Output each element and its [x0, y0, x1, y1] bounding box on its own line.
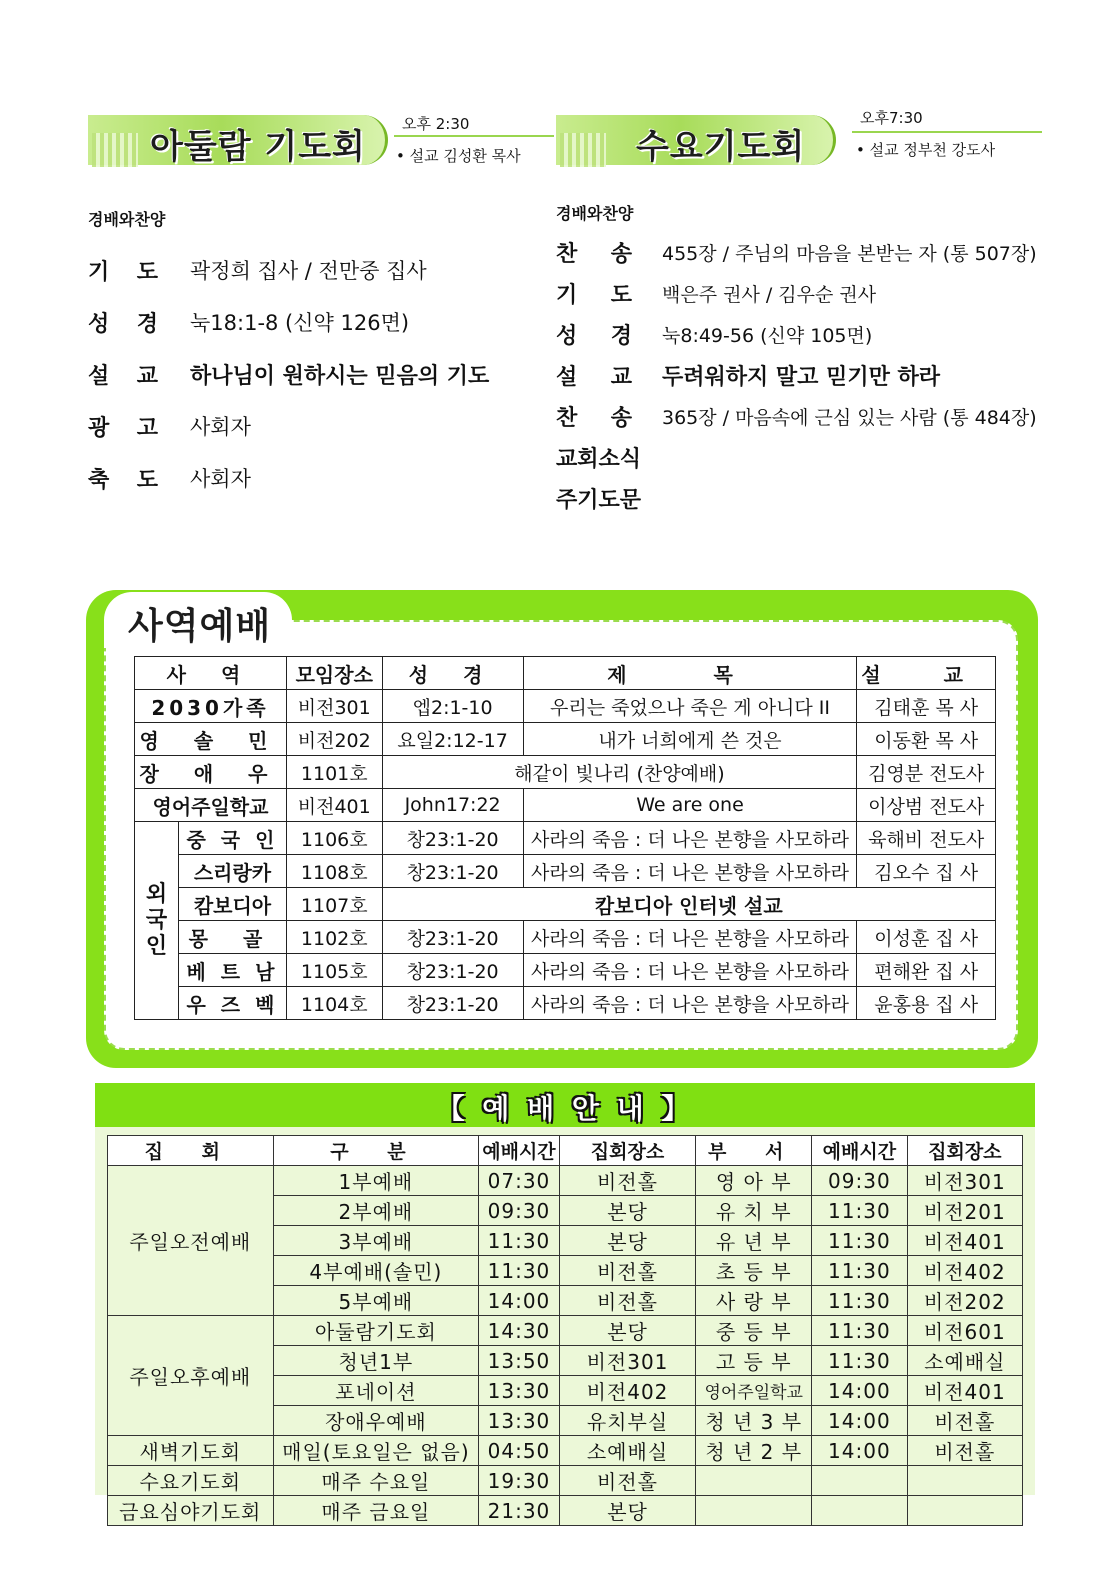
preacher: 이성훈 집 사 — [857, 921, 996, 954]
department: 중 등 부 — [696, 1316, 812, 1346]
wednesday-header — [556, 105, 1046, 175]
table-row — [135, 789, 996, 822]
department-place: 비전201 — [907, 1196, 1022, 1226]
scripture: 창23:1-20 — [382, 921, 523, 954]
department-time: 11:30 — [812, 1226, 908, 1256]
col-header: 사 역 — [135, 657, 287, 690]
department-place: 비전401 — [907, 1376, 1022, 1406]
wednesday-divider — [852, 131, 1042, 133]
service-place: 비전402 — [559, 1376, 696, 1406]
service-name: 4부예배(솔민) — [273, 1256, 479, 1286]
ministry-name: 영 솔 민 — [135, 723, 287, 756]
department-time: 14:00 — [812, 1406, 908, 1436]
service-time: 14:30 — [479, 1316, 559, 1346]
preacher: 김영분 전도사 — [857, 756, 996, 789]
meeting-place: 비전401 — [286, 789, 382, 822]
order-value: 365장 / 마음속에 근심 있는 사람 (통 484장) — [662, 407, 1037, 429]
meeting-place: 비전301 — [286, 690, 382, 723]
department: 고 등 부 — [696, 1346, 812, 1376]
table-row — [135, 690, 996, 723]
meeting-place: 1107호 — [286, 888, 382, 921]
col-header: 예배시간 — [479, 1136, 559, 1166]
service-time: 07:30 — [479, 1166, 559, 1196]
order-value: 사회자 — [190, 467, 251, 491]
adoram-subhead: 경배와찬양 — [88, 210, 166, 229]
department: 사 랑 부 — [696, 1286, 812, 1316]
topic: 내가 너희에게 쓴 것은 — [523, 723, 857, 756]
order-value: 백은주 권사 / 김우순 권사 — [662, 284, 877, 306]
service-place: 소예배실 — [559, 1436, 696, 1466]
preacher: 편해완 집 사 — [857, 954, 996, 987]
scripture: 엡2:1-10 — [382, 690, 523, 723]
service-time: 21:30 — [479, 1496, 559, 1526]
meeting-group: 주일오후예배 — [108, 1316, 274, 1436]
ministry-table — [134, 656, 996, 1020]
topic: 사라의 죽음 : 더 나은 본향을 사모하라 — [523, 954, 857, 987]
scripture: 창23:1-20 — [382, 987, 523, 1020]
department: 유 년 부 — [696, 1226, 812, 1256]
department: 청 년 2 부 — [696, 1436, 812, 1466]
order-value: 455장 / 주님의 마음을 본받는 자 (통 507장) — [662, 243, 1037, 265]
meeting-group: 주일오전예배 — [108, 1166, 274, 1316]
service-time: 04:50 — [479, 1436, 559, 1466]
service-time: 14:00 — [479, 1286, 559, 1316]
wednesday-time: 오후7:30 — [860, 109, 923, 127]
meeting-place: 1102호 — [286, 921, 382, 954]
sermon-title: 하나님이 원하시는 믿음의 기도 — [190, 363, 490, 389]
col-header: 모임장소 — [286, 657, 382, 690]
order-key: 찬 송 — [556, 242, 632, 267]
wednesday-preacher: • 설교 정부천 강도사 — [856, 141, 996, 159]
department-place: 비전202 — [907, 1286, 1022, 1316]
adoram-preacher: • 설교 김성환 목사 — [396, 147, 521, 165]
merged-topic: 캄보디아 인터넷 설교 — [382, 888, 995, 921]
department-time: 11:30 — [812, 1346, 908, 1376]
service-name: 매주 수요일 — [273, 1466, 479, 1496]
worship-guide-section — [95, 1083, 1035, 1524]
service-name: 1부예배 — [273, 1166, 479, 1196]
scripture: 창23:1-20 — [382, 954, 523, 987]
department: 초 등 부 — [696, 1256, 812, 1286]
ministry-name: 베 트 남 — [178, 954, 286, 987]
adoram-order-row — [88, 244, 533, 296]
order-key: 성 경 — [88, 311, 158, 337]
service-place: 비전홀 — [559, 1466, 696, 1496]
service-place: 비전홀 — [559, 1166, 696, 1196]
ministry-section — [86, 590, 1038, 1068]
wednesday-section — [556, 105, 1046, 519]
ministry-name: 캄보디아 — [178, 888, 286, 921]
worship-guide-title: 【 예 배 안 내 】 — [436, 1092, 694, 1125]
banner-decoration — [92, 133, 138, 167]
table-row — [135, 921, 996, 954]
service-time: 13:50 — [479, 1346, 559, 1376]
order-key: 설 교 — [88, 363, 158, 389]
service-name: 5부예배 — [273, 1286, 479, 1316]
topic: 사라의 죽음 : 더 나은 본향을 사모하라 — [523, 987, 857, 1020]
table-row — [135, 822, 996, 855]
preacher: 이동환 목 사 — [857, 723, 996, 756]
meeting-group: 새벽기도회 — [108, 1436, 274, 1466]
meeting-group: 수요기도회 — [108, 1466, 274, 1496]
adoram-divider — [394, 135, 554, 137]
meeting-group: 금요심야기도회 — [108, 1496, 274, 1526]
service-place: 본당 — [559, 1196, 696, 1226]
service-place: 유치부실 — [559, 1406, 696, 1436]
adoram-order — [88, 244, 533, 504]
wednesday-order-row — [556, 273, 1046, 314]
ministry-name: 스리랑카 — [178, 855, 286, 888]
topic: 우리는 죽었으나 죽은 게 아니다 II — [523, 690, 857, 723]
adoram-time: 오후 2:30 — [402, 115, 470, 133]
col-header: 예배시간 — [812, 1136, 908, 1166]
wednesday-order — [556, 232, 1046, 519]
ministry-title: 사역예배 — [128, 606, 272, 647]
adoram-order-row — [88, 452, 533, 504]
order-key: 설 교 — [556, 365, 632, 390]
department-time: 09:30 — [812, 1166, 908, 1196]
order-key: 광 고 — [88, 415, 158, 441]
service-place: 본당 — [559, 1226, 696, 1256]
department-time: 11:30 — [812, 1286, 908, 1316]
service-name: 3부예배 — [273, 1226, 479, 1256]
merged-topic: 해같이 빛나리 (찬양예배) — [382, 756, 857, 789]
service-time: 11:30 — [479, 1256, 559, 1286]
topic: We are one — [523, 789, 857, 822]
wednesday-order-row — [556, 437, 1046, 478]
preacher: 김오수 집 사 — [857, 855, 996, 888]
department-place: 비전홀 — [907, 1406, 1022, 1436]
table-row — [108, 1466, 1023, 1496]
scripture: 창23:1-20 — [382, 855, 523, 888]
department: 유 치 부 — [696, 1196, 812, 1226]
service-place: 비전홀 — [559, 1256, 696, 1286]
wednesday-order-row — [556, 478, 1046, 519]
table-row — [108, 1166, 1023, 1196]
table-row — [135, 888, 996, 921]
order-key: 찬 송 — [556, 406, 632, 431]
preacher: 이상범 전도사 — [857, 789, 996, 822]
service-name: 아둘람기도회 — [273, 1316, 479, 1346]
service-place: 본당 — [559, 1316, 696, 1346]
scripture: 창23:1-20 — [382, 822, 523, 855]
department: 청 년 3 부 — [696, 1406, 812, 1436]
preacher: 육해비 전도사 — [857, 822, 996, 855]
service-time: 11:30 — [479, 1226, 559, 1256]
col-header: 성 경 — [382, 657, 523, 690]
scripture: 요일2:12-17 — [382, 723, 523, 756]
department — [696, 1466, 812, 1496]
ministry-name: 몽 골 — [178, 921, 286, 954]
department-place — [907, 1466, 1022, 1496]
topic: 사라의 죽음 : 더 나은 본향을 사모하라 — [523, 921, 857, 954]
service-time: 19:30 — [479, 1466, 559, 1496]
table-row — [108, 1496, 1023, 1526]
department-place: 비전401 — [907, 1226, 1022, 1256]
table-header-row — [135, 657, 996, 690]
adoram-title: 아둘람 기도회 — [150, 127, 366, 167]
service-time: 09:30 — [479, 1196, 559, 1226]
table-header-row — [108, 1136, 1023, 1166]
department-time: 11:30 — [812, 1316, 908, 1346]
order-key: 축 도 — [88, 467, 158, 493]
col-header: 집회장소 — [559, 1136, 696, 1166]
service-name: 2부예배 — [273, 1196, 479, 1226]
col-header: 집 회 — [108, 1136, 274, 1166]
wednesday-order-row — [556, 314, 1046, 355]
service-name: 포네이션 — [273, 1376, 479, 1406]
order-value: 눅8:49-56 (신약 105면) — [662, 325, 873, 347]
table-row — [108, 1436, 1023, 1466]
col-header: 부 서 — [696, 1136, 812, 1166]
wednesday-order-row — [556, 355, 1046, 396]
meeting-place: 비전202 — [286, 723, 382, 756]
table-row — [135, 855, 996, 888]
service-name: 청년1부 — [273, 1346, 479, 1376]
preacher: 윤홍용 집 사 — [857, 987, 996, 1020]
foreigner-group-label: 외 국 인 — [135, 822, 179, 1020]
department-time — [812, 1496, 908, 1526]
adoram-order-row — [88, 296, 533, 348]
ministry-name: 2030가족 — [135, 690, 287, 723]
order-key: 기 도 — [556, 283, 632, 308]
department: 영어주일학교 — [696, 1376, 812, 1406]
department-time: 11:30 — [812, 1256, 908, 1286]
service-place: 비전홀 — [559, 1286, 696, 1316]
service-time: 13:30 — [479, 1376, 559, 1406]
department-place: 비전601 — [907, 1316, 1022, 1346]
order-value: 사회자 — [190, 415, 251, 439]
col-header: 집회장소 — [907, 1136, 1022, 1166]
sermon-title: 두려워하지 말고 믿기만 하라 — [662, 365, 941, 390]
scripture: John17:22 — [382, 789, 523, 822]
department-place: 소예배실 — [907, 1346, 1022, 1376]
preacher: 김태훈 목 사 — [857, 690, 996, 723]
meeting-place: 1105호 — [286, 954, 382, 987]
banner-decoration — [560, 133, 606, 167]
service-name: 장애우예배 — [273, 1406, 479, 1436]
department-time: 11:30 — [812, 1196, 908, 1226]
church-news: 교회소식 — [556, 447, 642, 472]
ministry-name: 영어주일학교 — [135, 789, 287, 822]
service-place: 비전301 — [559, 1346, 696, 1376]
adoram-order-row — [88, 348, 533, 400]
service-name: 매주 금요일 — [273, 1496, 479, 1526]
ministry-name: 중 국 인 — [178, 822, 286, 855]
department-time: 14:00 — [812, 1376, 908, 1406]
wednesday-order-row — [556, 232, 1046, 273]
table-row — [108, 1316, 1023, 1346]
wednesday-order-row — [556, 396, 1046, 437]
order-key: 성 경 — [556, 324, 632, 349]
meeting-place: 1106호 — [286, 822, 382, 855]
order-value: 눅18:1-8 (신약 126면) — [190, 311, 410, 335]
service-name: 매일(토요일은 없음) — [273, 1436, 479, 1466]
adoram-order-row — [88, 400, 533, 452]
table-row — [135, 954, 996, 987]
order-value: 곽정희 집사 / 전만중 집사 — [190, 259, 427, 283]
col-header: 제 목 — [523, 657, 857, 690]
department — [696, 1496, 812, 1526]
meeting-place: 1104호 — [286, 987, 382, 1020]
service-place: 본당 — [559, 1496, 696, 1526]
worship-guide-table — [107, 1135, 1023, 1526]
table-row — [135, 987, 996, 1020]
department-place — [907, 1496, 1022, 1526]
table-row — [135, 756, 996, 789]
wednesday-title: 수요기도회 — [636, 127, 806, 167]
table-row — [135, 723, 996, 756]
col-header: 설 교 — [857, 657, 996, 690]
ministry-name: 장 애 우 — [135, 756, 287, 789]
lords-prayer: 주기도문 — [556, 488, 642, 513]
topic: 사라의 죽음 : 더 나은 본향을 사모하라 — [523, 822, 857, 855]
department: 영 아 부 — [696, 1166, 812, 1196]
topic: 사라의 죽음 : 더 나은 본향을 사모하라 — [523, 855, 857, 888]
col-header: 구 분 — [273, 1136, 479, 1166]
department-place: 비전402 — [907, 1256, 1022, 1286]
adoram-section — [88, 105, 533, 504]
department-time — [812, 1466, 908, 1496]
wednesday-subhead: 경배와찬양 — [556, 204, 634, 223]
service-time: 13:30 — [479, 1406, 559, 1436]
adoram-header — [88, 105, 533, 175]
department-place: 비전301 — [907, 1166, 1022, 1196]
meeting-place: 1108호 — [286, 855, 382, 888]
order-key: 기 도 — [88, 259, 158, 285]
department-place: 비전홀 — [907, 1436, 1022, 1466]
department-time: 14:00 — [812, 1436, 908, 1466]
meeting-place: 1101호 — [286, 756, 382, 789]
ministry-name: 우 즈 벡 — [178, 987, 286, 1020]
